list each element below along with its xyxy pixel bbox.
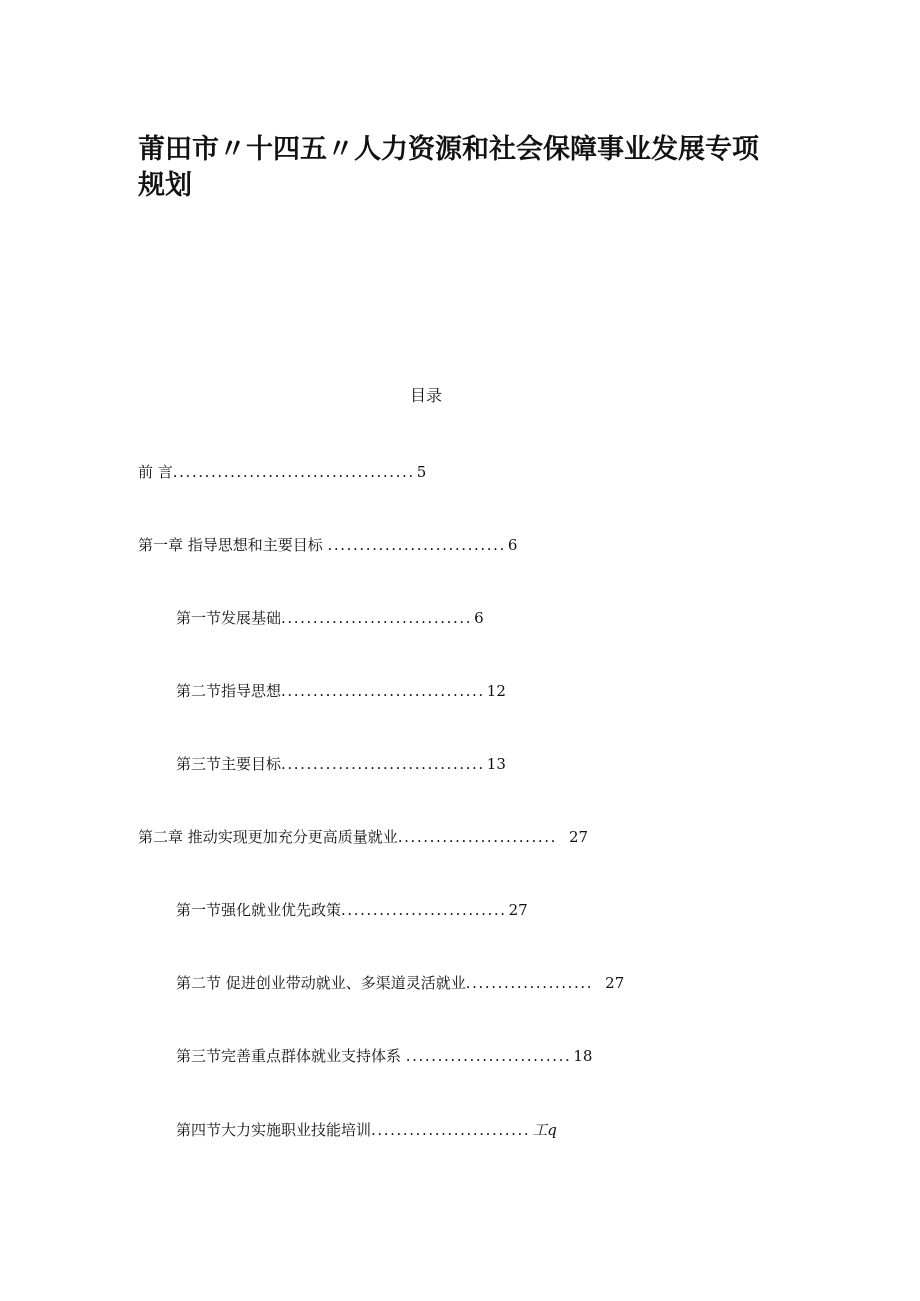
toc-page-number: 6 bbox=[474, 609, 484, 627]
toc-page-number: 18 bbox=[573, 1047, 593, 1065]
toc-entry-label: 第二节指导思想 bbox=[176, 682, 282, 700]
toc-entry-ch2-sec4[interactable] bbox=[176, 1119, 557, 1141]
toc-entry-label: 第二节 促进创业带动就业、多渠道灵活就业 bbox=[176, 974, 466, 992]
toc-entry-ch1-sec3[interactable] bbox=[176, 753, 506, 775]
toc-leader-dots: ............................ bbox=[327, 536, 506, 554]
toc-entry-chapter-1[interactable] bbox=[138, 534, 517, 556]
toc-entry-label: 第一章 指导思想和主要目标 bbox=[138, 536, 328, 554]
toc-page-number: 27 bbox=[605, 974, 625, 992]
toc-entry-ch1-sec2[interactable] bbox=[176, 680, 506, 702]
toc-entry-ch2-sec2[interactable] bbox=[176, 972, 624, 994]
toc-entry-preface[interactable] bbox=[138, 461, 426, 483]
toc-leader-dots: .......................... bbox=[405, 1047, 572, 1065]
toc-leader-dots: ................................ bbox=[281, 682, 485, 700]
toc-entry-label: 第四节大力实施职业技能培训 bbox=[176, 1121, 372, 1139]
toc-entry-label: 前 言 bbox=[138, 463, 173, 481]
document-title: 莆田市〃十四五〃人力资源和社会保障事业发展专项规划 bbox=[138, 134, 759, 201]
toc-heading: 目录 bbox=[409, 386, 442, 405]
toc-entry-label: 第三节完善重点群体就业支持体系 bbox=[176, 1047, 406, 1065]
toc-entry-label: 第二章 推动实现更加充分更高质量就业 bbox=[138, 828, 398, 846]
toc-entry-chapter-2[interactable] bbox=[138, 826, 588, 848]
toc-entry-label: 第三节主要目标 bbox=[176, 755, 282, 773]
toc-page-number: 6 bbox=[507, 536, 518, 554]
toc-leader-dots: .................... bbox=[465, 974, 594, 992]
toc-page-number: 12 bbox=[486, 682, 506, 700]
toc-page-number: 工q bbox=[532, 1121, 557, 1139]
toc-leader-dots: ................................ bbox=[281, 755, 485, 773]
toc-leader-dots: .............................. bbox=[281, 609, 473, 627]
toc-leader-dots: .......................... bbox=[341, 901, 507, 919]
toc-entry-label: 第一节发展基础 bbox=[176, 609, 282, 627]
toc-page-number: 27 bbox=[568, 828, 589, 846]
toc-entry-ch2-sec1[interactable] bbox=[176, 899, 528, 921]
toc-entry-label: 第一节强化就业优先政策 bbox=[176, 901, 342, 919]
toc-page-number: 5 bbox=[416, 463, 427, 481]
toc-page-number: 13 bbox=[486, 755, 506, 773]
toc-leader-dots: ...................................... bbox=[172, 463, 415, 481]
toc-leader-dots: ......................... bbox=[397, 828, 557, 846]
toc-entry-ch1-sec1[interactable] bbox=[176, 607, 484, 629]
toc-page-number: 27 bbox=[508, 901, 528, 919]
toc-leader-dots: ......................... bbox=[371, 1121, 531, 1139]
toc-entry-ch2-sec3[interactable] bbox=[176, 1045, 592, 1067]
